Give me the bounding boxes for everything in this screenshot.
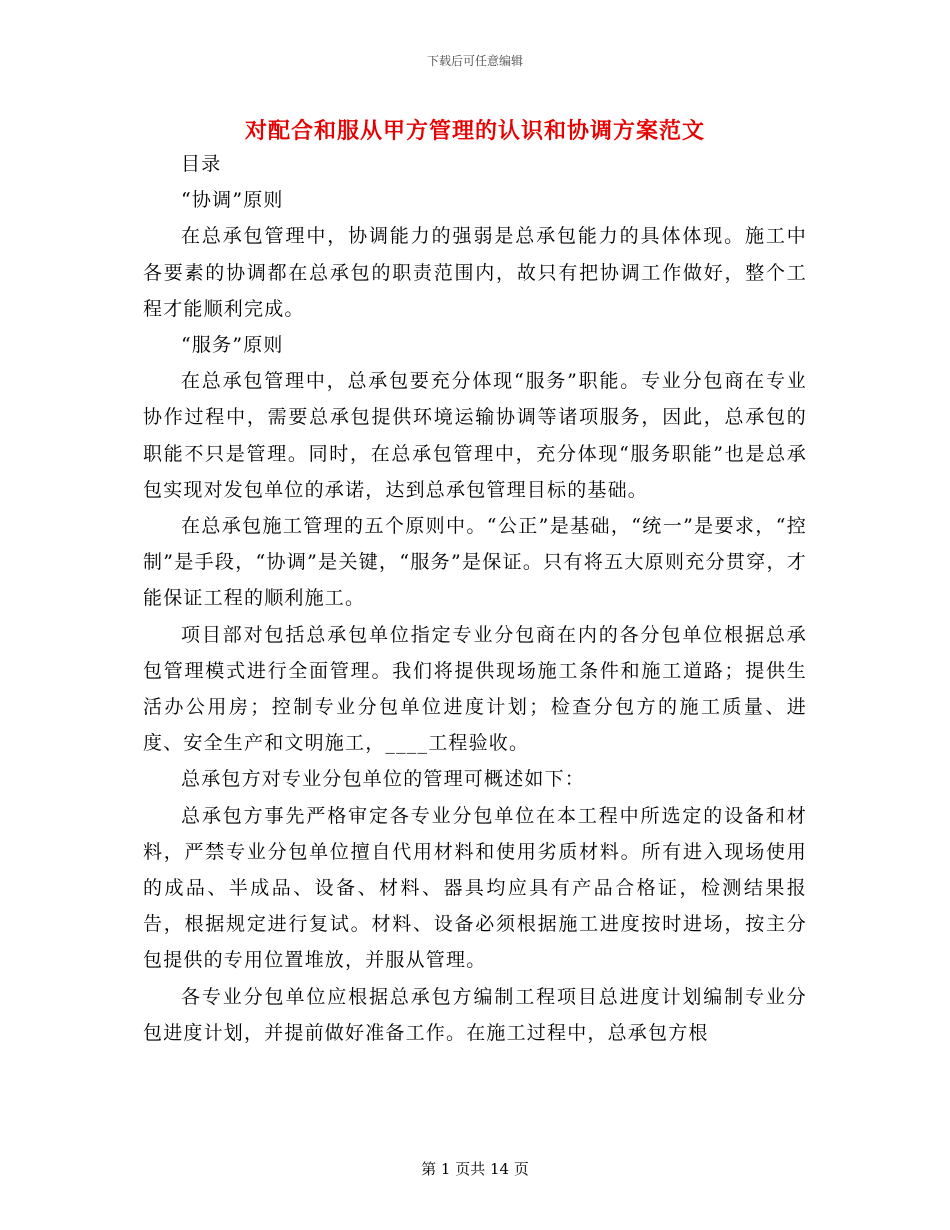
paragraph: 项目部对包括总承包单位指定专业分包商在内的各分包单位根据总承包管理模式进行全面管理。我们将提供现场施工条件和施工道路；提供生活办公用房；控制专业分包单位进度计划；检查分包方的施工质量、进度、安全生产和文明施工，____工程验收。 <box>143 623 807 755</box>
document-title: 对配合和服从甲方管理的认识和协调方案范文 <box>244 118 705 144</box>
paragraph: 总承包方事先严格审定各专业分包单位在本工程中所选定的设备和材料，严禁专业分包单位擅自代用材料和使用劣质材料。所有进入现场使用的成品、半成品、设备、材料、器具均应具有产品合格证，检测结果报告，根据规定进行复试。材料、设备必须根据施工进度按时进场，按主分包提供的专用位置堆放，并服从管理。 <box>143 804 807 972</box>
paragraph: 总承包方对专业分包单位的管理可概述如下： <box>181 768 586 791</box>
page-header: 下载后可任意编辑 <box>426 54 523 68</box>
paragraph: 在总承包施工管理的五个原则中。“公正”是基础，“统一”是要求，“控制”是手段，“协调”是关键，“服务”是保证。只有将五大原则充分贯穿，才能保证工程的顺利施工。 <box>143 515 807 610</box>
toc-heading: 目录 <box>181 153 222 175</box>
paragraph: 在总承包管理中，协调能力的强弱是总承包能力的具体体现。施工中各要素的协调都在总承包的职责范围内，故只有把协调工作做好，整个工程才能顺利完成。 <box>143 225 807 320</box>
section-heading-coordination: “协调”原则 <box>181 189 284 212</box>
paragraph: 在总承包管理中，总承包要充分体现“服务”职能。专业分包商在专业协作过程中，需要总承包提供环境运输协调等诸项服务，因此，总承包的职能不只是管理。同时，在总承包管理中，充分体现“服务职能”也是总承包实现对发包单位的承诺，达到总承包管理目标的基础。 <box>143 370 807 501</box>
page-footer: 第 1 页共 14 页 <box>421 1160 529 1178</box>
section-heading-service: “服务”原则 <box>181 334 284 357</box>
paragraph: 各专业分包单位应根据总承包方编制工程项目总进度计划编制专业分包进度计划，并提前做好准备工作。在施工过程中，总承包方根 <box>143 985 807 1044</box>
document-body <box>143 146 807 1051</box>
